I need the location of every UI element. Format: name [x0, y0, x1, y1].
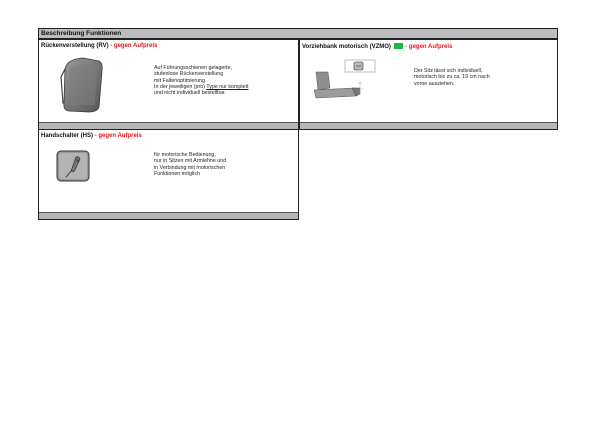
panel-handschalter — [38, 130, 299, 220]
vzmo-line-1: Der Sitz lässt sich individuell, — [414, 68, 483, 74]
hs-line-3: in Verbindung mit motorischen — [154, 164, 226, 171]
panel-footer-vzmo — [300, 122, 557, 130]
panel-vorziehbank — [299, 40, 558, 130]
vzmo-title: Vorziehbank motorisch (VZMO) — [302, 44, 391, 50]
rv-separator: - — [108, 43, 114, 49]
vzmo-separator: - — [403, 44, 409, 50]
panel-title-hs — [41, 133, 142, 139]
hs-line-2: nur in Sitzen mit Armlehne und — [154, 158, 227, 165]
hs-line-4: Funktionen möglich — [154, 170, 200, 177]
hand-switch-image — [56, 150, 90, 182]
panel-title-vzmo — [302, 43, 452, 50]
rv-price: gegen Aufpreis — [113, 43, 158, 49]
rv-line-1: Auf Führungsschienen gelagerte, — [154, 65, 233, 71]
hs-title: Handschalter (HS) — [41, 133, 94, 139]
vzmo-line-3: vorne ausziehen. — [414, 80, 455, 87]
panel-footer-hs — [39, 212, 298, 220]
panel-footer-rv — [39, 122, 298, 130]
vzmo-line-2: motorisch bis zu ca. 19 cm nach — [414, 74, 490, 81]
rv-line-2: stufenlose Rückenverstellung — [154, 71, 224, 78]
rv-line-4-underlined: Type nur komplett — [206, 83, 249, 90]
sliding-seat-image — [310, 58, 382, 104]
hs-price: gegen Aufpreis — [98, 133, 142, 139]
rv-description — [154, 65, 248, 96]
rv-line-4-text: In der jeweiligen (pro) — [154, 83, 205, 90]
vzmo-price: gegen Aufpreis — [408, 44, 453, 50]
seat-back-image — [59, 55, 107, 115]
vzmo-green-badge — [394, 43, 403, 49]
hs-description — [154, 152, 226, 177]
panel-rueckenverstellung — [38, 40, 299, 130]
panel-title-rv — [41, 43, 157, 49]
rv-line-5: und nicht individuell bestellbar. — [154, 90, 226, 97]
svg-text:↔: ↔ — [361, 86, 364, 90]
rv-line-3: mit Faltenoptimierung. — [154, 77, 207, 84]
section-header — [38, 28, 558, 40]
vzmo-description — [414, 68, 490, 87]
section-header-title: Beschreibung Funktionen — [41, 30, 122, 37]
hs-separator: - — [93, 133, 99, 139]
hs-line-1: für motorische Bedienung, — [154, 152, 216, 158]
rv-title: Rückenverstellung (RV) — [41, 43, 109, 49]
